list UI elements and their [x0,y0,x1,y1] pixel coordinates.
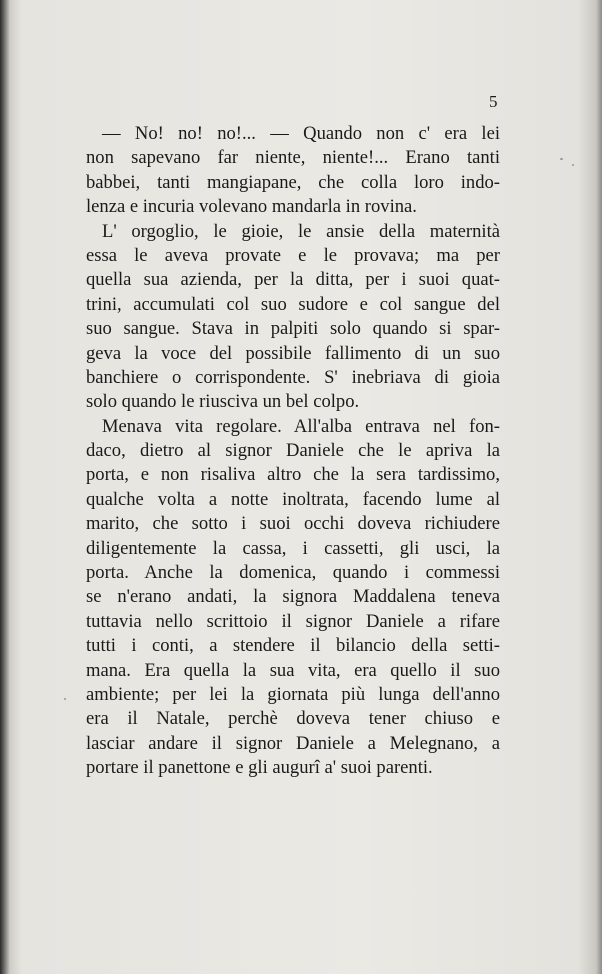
text-line: Menava vita regolare. All'alba entrava nel fon- [102,415,500,437]
text-line: lenza e incuria volevano mandarla in rovina. [86,196,417,218]
text-line: portare il panettone e gli augurî a' suoi parenti. [86,757,433,779]
text-line: tutti i conti, a stendere il bilancio della setti- [86,635,500,657]
text-line: tuttavia nello scrittoio il signor Daniele a rifare [86,610,500,632]
text-line: L' orgoglio, le gioie, le ansie della maternità [102,220,500,242]
text-line: trini, accumulati col suo sudore e col sangue del [86,293,500,315]
text-line: qualche volta a notte inoltrata, facendo lume al [86,488,500,510]
text-line: se n'erano andati, la signora Maddalena teneva [86,586,500,608]
text-line: babbei, tanti mangiapane, che colla loro indo- [86,171,500,193]
text-line: suo sangue. Stava in palpiti solo quando si spar- [86,318,500,340]
text-line: essa le aveva provate e le provava; ma per [86,244,500,266]
text-line: porta. Anche la domenica, quando i commessi [86,562,500,584]
text-line: solo quando le riusciva un bel colpo. [86,391,360,413]
text-line: marito, che sotto i suoi occhi doveva richiudere [86,513,500,535]
text-line: porta, e non risaliva altro che la sera tardissimo, [86,464,500,486]
text-line: — No! no! no!... — Quando non c' era lei [102,123,500,144]
text-line: diligentemente la cassa, i cassetti, gli usci, la [86,537,500,559]
paper-speck [64,698,66,700]
text-line: ambiente; per lei la giornata più lunga dell'anno [86,683,500,705]
text-line: banchiere o corrispondente. S' inebriava di gioia [86,366,500,388]
text-line: geva la voce del possibile fallimento di un suo [86,342,500,364]
text-line: quella sua azienda, per la ditta, per i suoi quat- [86,269,500,291]
text-line: non sapevano far niente, niente!... Erano tanti [86,147,500,169]
text-line: era il Natale, perchè doveva tener chiuso e [86,708,500,730]
text-line: lasciar andare il signor Daniele a Melegnano, a [86,732,500,754]
paper-speck [572,164,574,166]
body-text [86,122,500,781]
paper-speck [560,158,563,160]
page-number: 5 [489,92,498,111]
text-line: daco, dietro al signor Daniele che le apriva la [86,440,500,462]
text-line: mana. Era quella la sua vita, era quello il suo [86,659,500,681]
